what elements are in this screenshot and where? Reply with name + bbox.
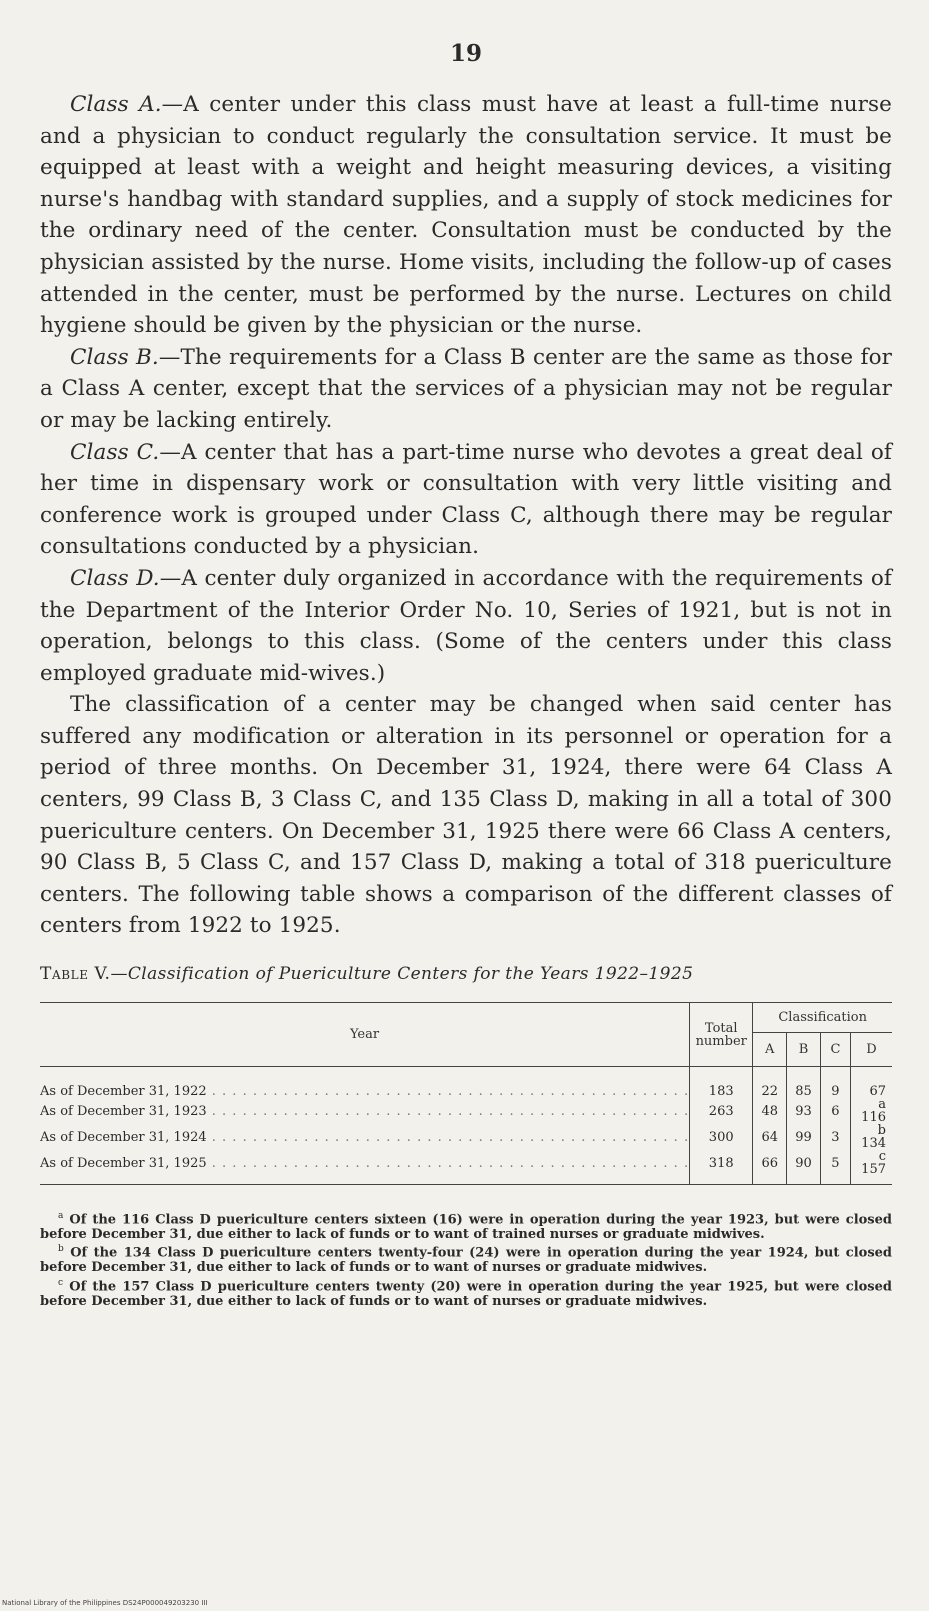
row-class-b: 90 xyxy=(787,1150,821,1185)
table-caption-title: —Classification of Puericulture Centers for the Years 1922–1925 xyxy=(110,964,694,985)
footnotes xyxy=(40,1209,892,1309)
paragraph-class-a xyxy=(40,89,892,342)
table-row: As of December 31, 1922 . . . . . . . . . . . . . . . . . . . . . . . . . . . . . . . . . . . . . . . . . . . . . . . 183 22 85 9 67 xyxy=(40,1067,892,1099)
row-total: 263 xyxy=(690,1098,753,1124)
footnote-mark: c xyxy=(58,1277,64,1288)
footnote-mark: a xyxy=(58,1211,64,1222)
paragraph-classification-summary xyxy=(40,689,892,942)
row-class-d: b 134 xyxy=(850,1124,892,1150)
paragraph-class-d xyxy=(40,563,892,689)
footnote-a xyxy=(40,1209,892,1242)
row-class-b: 99 xyxy=(787,1124,821,1150)
row-class-a: 22 xyxy=(753,1067,787,1099)
footnote-b xyxy=(40,1242,892,1275)
footnote-text: Of the 134 Class D puericulture centers twenty-four (24) were in operation during the year 1924, but closed before December 31, due either to lack of funds or to want of nurses or graduate midwives. xyxy=(40,1245,893,1276)
footnote-text: Of the 116 Class D puericulture centers sixteen (16) were in operation during the year 1923, but were closed before December 31, due either to lack of funds or to want of trained nurses or graduate midwives. xyxy=(40,1212,892,1242)
scan-footer: National Library of the Philippines DS24P000049203230 III xyxy=(2,1599,208,1607)
class-d-text: —A center duly organized in accordance with the requirements of the Department of the Interior Order No. 10, Series of 1921, but is not in operation, belongs to this class. (Some of the centers under this class employed graduate mid-wives.) xyxy=(40,565,892,686)
header-class-b: B xyxy=(787,1033,821,1067)
paragraph-class-b xyxy=(40,342,892,437)
row-year: As of December 31, 1922 xyxy=(40,1084,207,1099)
document-page xyxy=(40,40,892,1309)
row-total: 318 xyxy=(690,1150,753,1185)
row-class-d: 67 xyxy=(850,1067,892,1099)
header-class-d: D xyxy=(850,1033,892,1067)
class-a-text: —A center under this class must have at least a full-time nurse and a physician to conduct regularly the consultation service. It must be equipped at least with a weight and height measuring devices, a visiting nurse's handbag with standard supplies, and a supply of stock medicines for the ordinary need of the center. Consultation must be conducted by the physician assisted by the nurse. Home visits, including the follow-up of cases attended in the center, must be performed by the nurse. Lectures on child hygiene should be given by the physician or the nurse. xyxy=(40,92,892,339)
row-class-c: 5 xyxy=(820,1150,850,1185)
row-class-a: 66 xyxy=(753,1150,787,1185)
row-total: 183 xyxy=(690,1067,753,1099)
row-class-c: 6 xyxy=(820,1098,850,1124)
footnote-c xyxy=(40,1276,892,1309)
row-year: As of December 31, 1924 xyxy=(40,1129,207,1145)
class-a-lead: Class A. xyxy=(70,92,162,117)
page-number: 19 xyxy=(449,40,482,67)
table-caption xyxy=(40,964,892,984)
header-class-c: C xyxy=(820,1033,850,1067)
row-class-d: c 157 xyxy=(850,1150,892,1185)
class-d-lead: Class D. xyxy=(70,565,160,591)
classification-table xyxy=(40,1002,892,1185)
table-caption-label: Table V. xyxy=(40,964,111,985)
row-class-a: 64 xyxy=(753,1124,787,1150)
row-class-c: 3 xyxy=(820,1124,850,1150)
row-class-a: 48 xyxy=(753,1098,787,1124)
summary-text: The classification of a center may be changed when said center has suffered any modification or alteration in its personnel or operation for a period of three months. On December 31, 1924, there were 64 Class A centers, 99 Class B, 3 Class C, and 135 Class D, making in all a total of 300 puericulture centers. On December 31, 1925 there were 66 Class A centers, 90 Class B, 5 Class C, and 157 Class D, making a total of 318 puericulture centers. The following table shows a comparison of the different classes of centers from 1922 to 1925. xyxy=(40,692,892,939)
header-class-a: A xyxy=(753,1033,787,1067)
footnote-mark: b xyxy=(58,1244,64,1255)
footnote-text: Of the 157 Class D puericulture centers twenty (20) were in operation during the year 1925, but were closed before December 31, due either to lack of funds or to want of nurses or graduate midwives. xyxy=(40,1279,892,1309)
row-year: As of December 31, 1925 xyxy=(40,1155,207,1171)
row-total: 300 xyxy=(690,1124,753,1150)
row-class-c: 9 xyxy=(820,1067,850,1099)
paragraph-class-c xyxy=(40,437,892,563)
row-class-b: 85 xyxy=(787,1067,821,1099)
table-row: As of December 31, 1923 . . . . . . . . . . . . . . . . . . . . . . . . . . . . . . . . . . . . . . . . . . . . . . . 263 48 93 6 a 116 xyxy=(40,1098,892,1124)
table-row: As of December 31, 1925 . . . . . . . . . . . . . . . . . . . . . . . . . . . . . . . . . . . . . . . . . . . . . . . 318 66 90 5 c 157 xyxy=(40,1150,892,1185)
row-class-d: a 116 xyxy=(850,1098,892,1124)
class-c-lead: Class C. xyxy=(70,439,160,465)
body-text xyxy=(40,89,892,942)
row-class-b: 93 xyxy=(787,1098,821,1124)
header-total-number: Total number xyxy=(690,1003,753,1067)
header-classification: Classification xyxy=(753,1003,892,1033)
class-b-text: —The requirements for a Class B center are the same as those for a Class A center, except that the services of a physician may not be regular or may be lacking entirely. xyxy=(40,344,892,433)
header-year: Year xyxy=(40,1003,690,1067)
table-row: As of December 31, 1924 . . . . . . . . . . . . . . . . . . . . . . . . . . . . . . . . . . . . . . . . . . . . . . . 300 64 99 3 b 134 xyxy=(40,1124,892,1150)
row-year: As of December 31, 1923 xyxy=(40,1103,207,1119)
class-b-lead: Class B. xyxy=(70,344,159,370)
class-c-text: —A center that has a part-time nurse who devotes a great deal of her time in dispensary work or consultation with very little visiting and conference work is grouped under Class C, although there may be regular consultations conducted by a physician. xyxy=(40,439,892,560)
